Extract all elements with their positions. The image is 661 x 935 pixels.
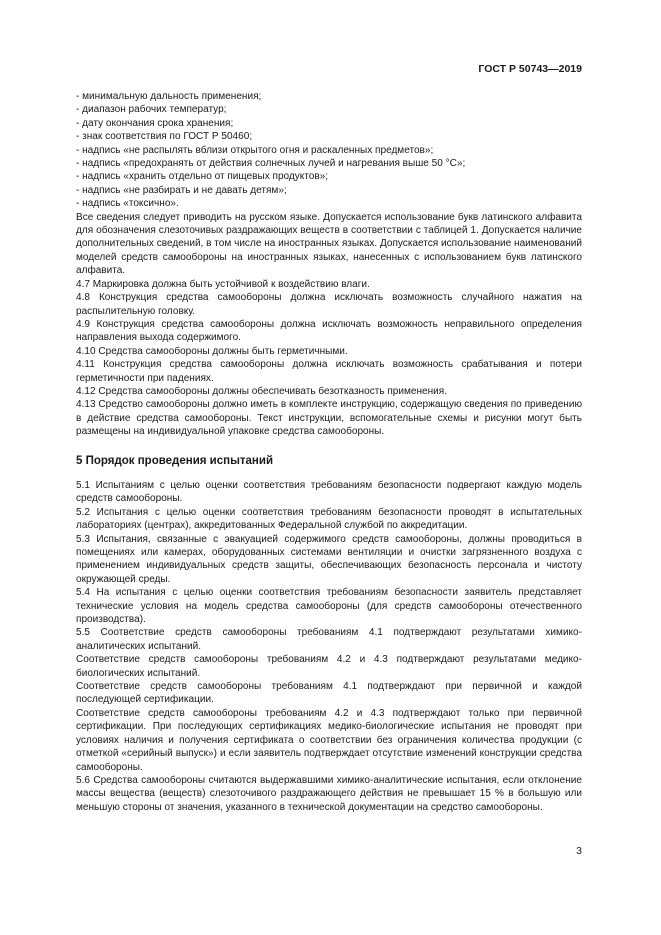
document-body xyxy=(76,90,582,814)
paragraph: 5.2 Испытания с целью оценки соответствия требованиям безопасности проводят в испытательных лабораториях (центрах), аккредитованных Федеральной службой по аккредитации. xyxy=(76,506,582,532)
list-item: - минимальную дальность применения; xyxy=(76,91,262,102)
paragraph: Соответствие средств самообороны требованиям 4.2 и 4.3 подтверждают только при первичной сертификации. При последующих сертификациях медико-биологические испытания не проводят при условиях наличия и получения сертификата о соответствии без ограничения количества продукции (с отметкой «серийный выпуск») и если заявитель подтверждает отсутствие изменений конструкции средства самообороны. xyxy=(76,707,582,773)
paragraph: 5.1 Испытаниям с целью оценки соответствия требованиям безопасности подвергают каждую модель средств самообороны. xyxy=(76,479,582,505)
list-item: - дату окончания срока хранения; xyxy=(76,117,234,129)
paragraph: 4.12 Средства самообороны должны обеспечивать безотказность применения. xyxy=(76,385,448,397)
paragraph: 4.7 Маркировка должна быть устойчивой к воздействию влаги. xyxy=(76,278,370,290)
paragraph: Все сведения следует приводить на русском языке. Допускается использование букв латинского алфавита для обозначения слезоточивых раздражающих веществ в соответствии с таблицей 1. Допускается наличие дополнительных сведений, в том числе на иностранных языках. Допускается использование наименований моделей средств самообороны на иностранных языках, нанесенных с использованием букв латинского алфавита. xyxy=(76,211,582,277)
paragraph: 4.13 Средство самообороны должно иметь в комплекте инструкцию, содержащую сведения по приведению в действие средства самообороны. Текст инструкции, вспомогательные схемы и рисунки могут быть размещены на индивидуальной упаковке средства самообороны. xyxy=(76,399,582,438)
list-item: - диапазон рабочих температур; xyxy=(76,104,227,116)
page-number: 3 xyxy=(576,845,582,857)
paragraph: 4.11 Конструкция средства самообороны должна исключать возможность срабатывания и потери герметичности при падениях. xyxy=(76,359,582,384)
paragraph: Соответствие средств самообороны требованиям 4.1 подтверждают при первичной и каждой последующей сертификации. xyxy=(76,681,582,706)
paragraph: 5.5 Соответствие средств самообороны требованиям 4.1 подтверждают результатами химико-аналитических испытаний. xyxy=(76,627,582,652)
list-item: - надпись «токсично». xyxy=(76,198,179,210)
section-heading: 5 Порядок проведения испытаний xyxy=(76,454,274,467)
list-item: - надпись «не распылять вблизи открытого огня и раскаленных предметов»; xyxy=(76,144,434,156)
paragraph: 5.4 На испытания с целью оценки соответствия требованиям безопасности заявитель представляет технические условия на модель средства самообороны (для средств самообороны отечественного производства). xyxy=(76,587,582,626)
list-item: - знак соответствия по ГОСТ Р 50460; xyxy=(76,131,253,143)
paragraph: Соответствие средств самообороны требованиям 4.2 и 4.3 подтверждают результатами медико-биологических испытаний. xyxy=(76,654,582,679)
paragraph: 5.6 Средства самообороны считаются выдержавшими химико-аналитические испытания, если отклонение массы вещества (веществ) слезоточивого раздражающего действия не превышает 15 % в большую или меньшую стороны от значения, указанного в технической документации на средство самообороны. xyxy=(76,774,582,813)
list-item: - надпись «не разбирать и не давать детям»; xyxy=(76,184,287,196)
paragraph: 4.8 Конструкция средства самообороны должна исключать возможность случайного нажатия на распылительную головку. xyxy=(76,292,582,317)
paragraph: 5.3 Испытания, связанные с эвакуацией содержимого средств самообороны, должны проводиться в помещениях или камерах, оборудованных системами вентиляции и очистки загрязненного воздуха с применением индивидуальных средств защиты, обеспечивающих безопасность персонала и чистоту окружающей среды. xyxy=(76,533,582,585)
document-header: ГОСТ Р 50743—2019 xyxy=(478,63,582,75)
list-item: - надпись «предохранять от действия солнечных лучей и нагревания выше 50 °С»; xyxy=(76,158,466,170)
paragraph: 4.9 Конструкция средства самообороны должна исключать возможность неправильного определения направления выхода содержимого. xyxy=(76,318,582,344)
list-item: - надпись «хранить отдельно от пищевых продуктов»; xyxy=(76,171,329,183)
paragraph: 4.10 Средства самообороны должны быть герметичными. xyxy=(76,345,348,357)
bullet-list xyxy=(76,90,582,211)
